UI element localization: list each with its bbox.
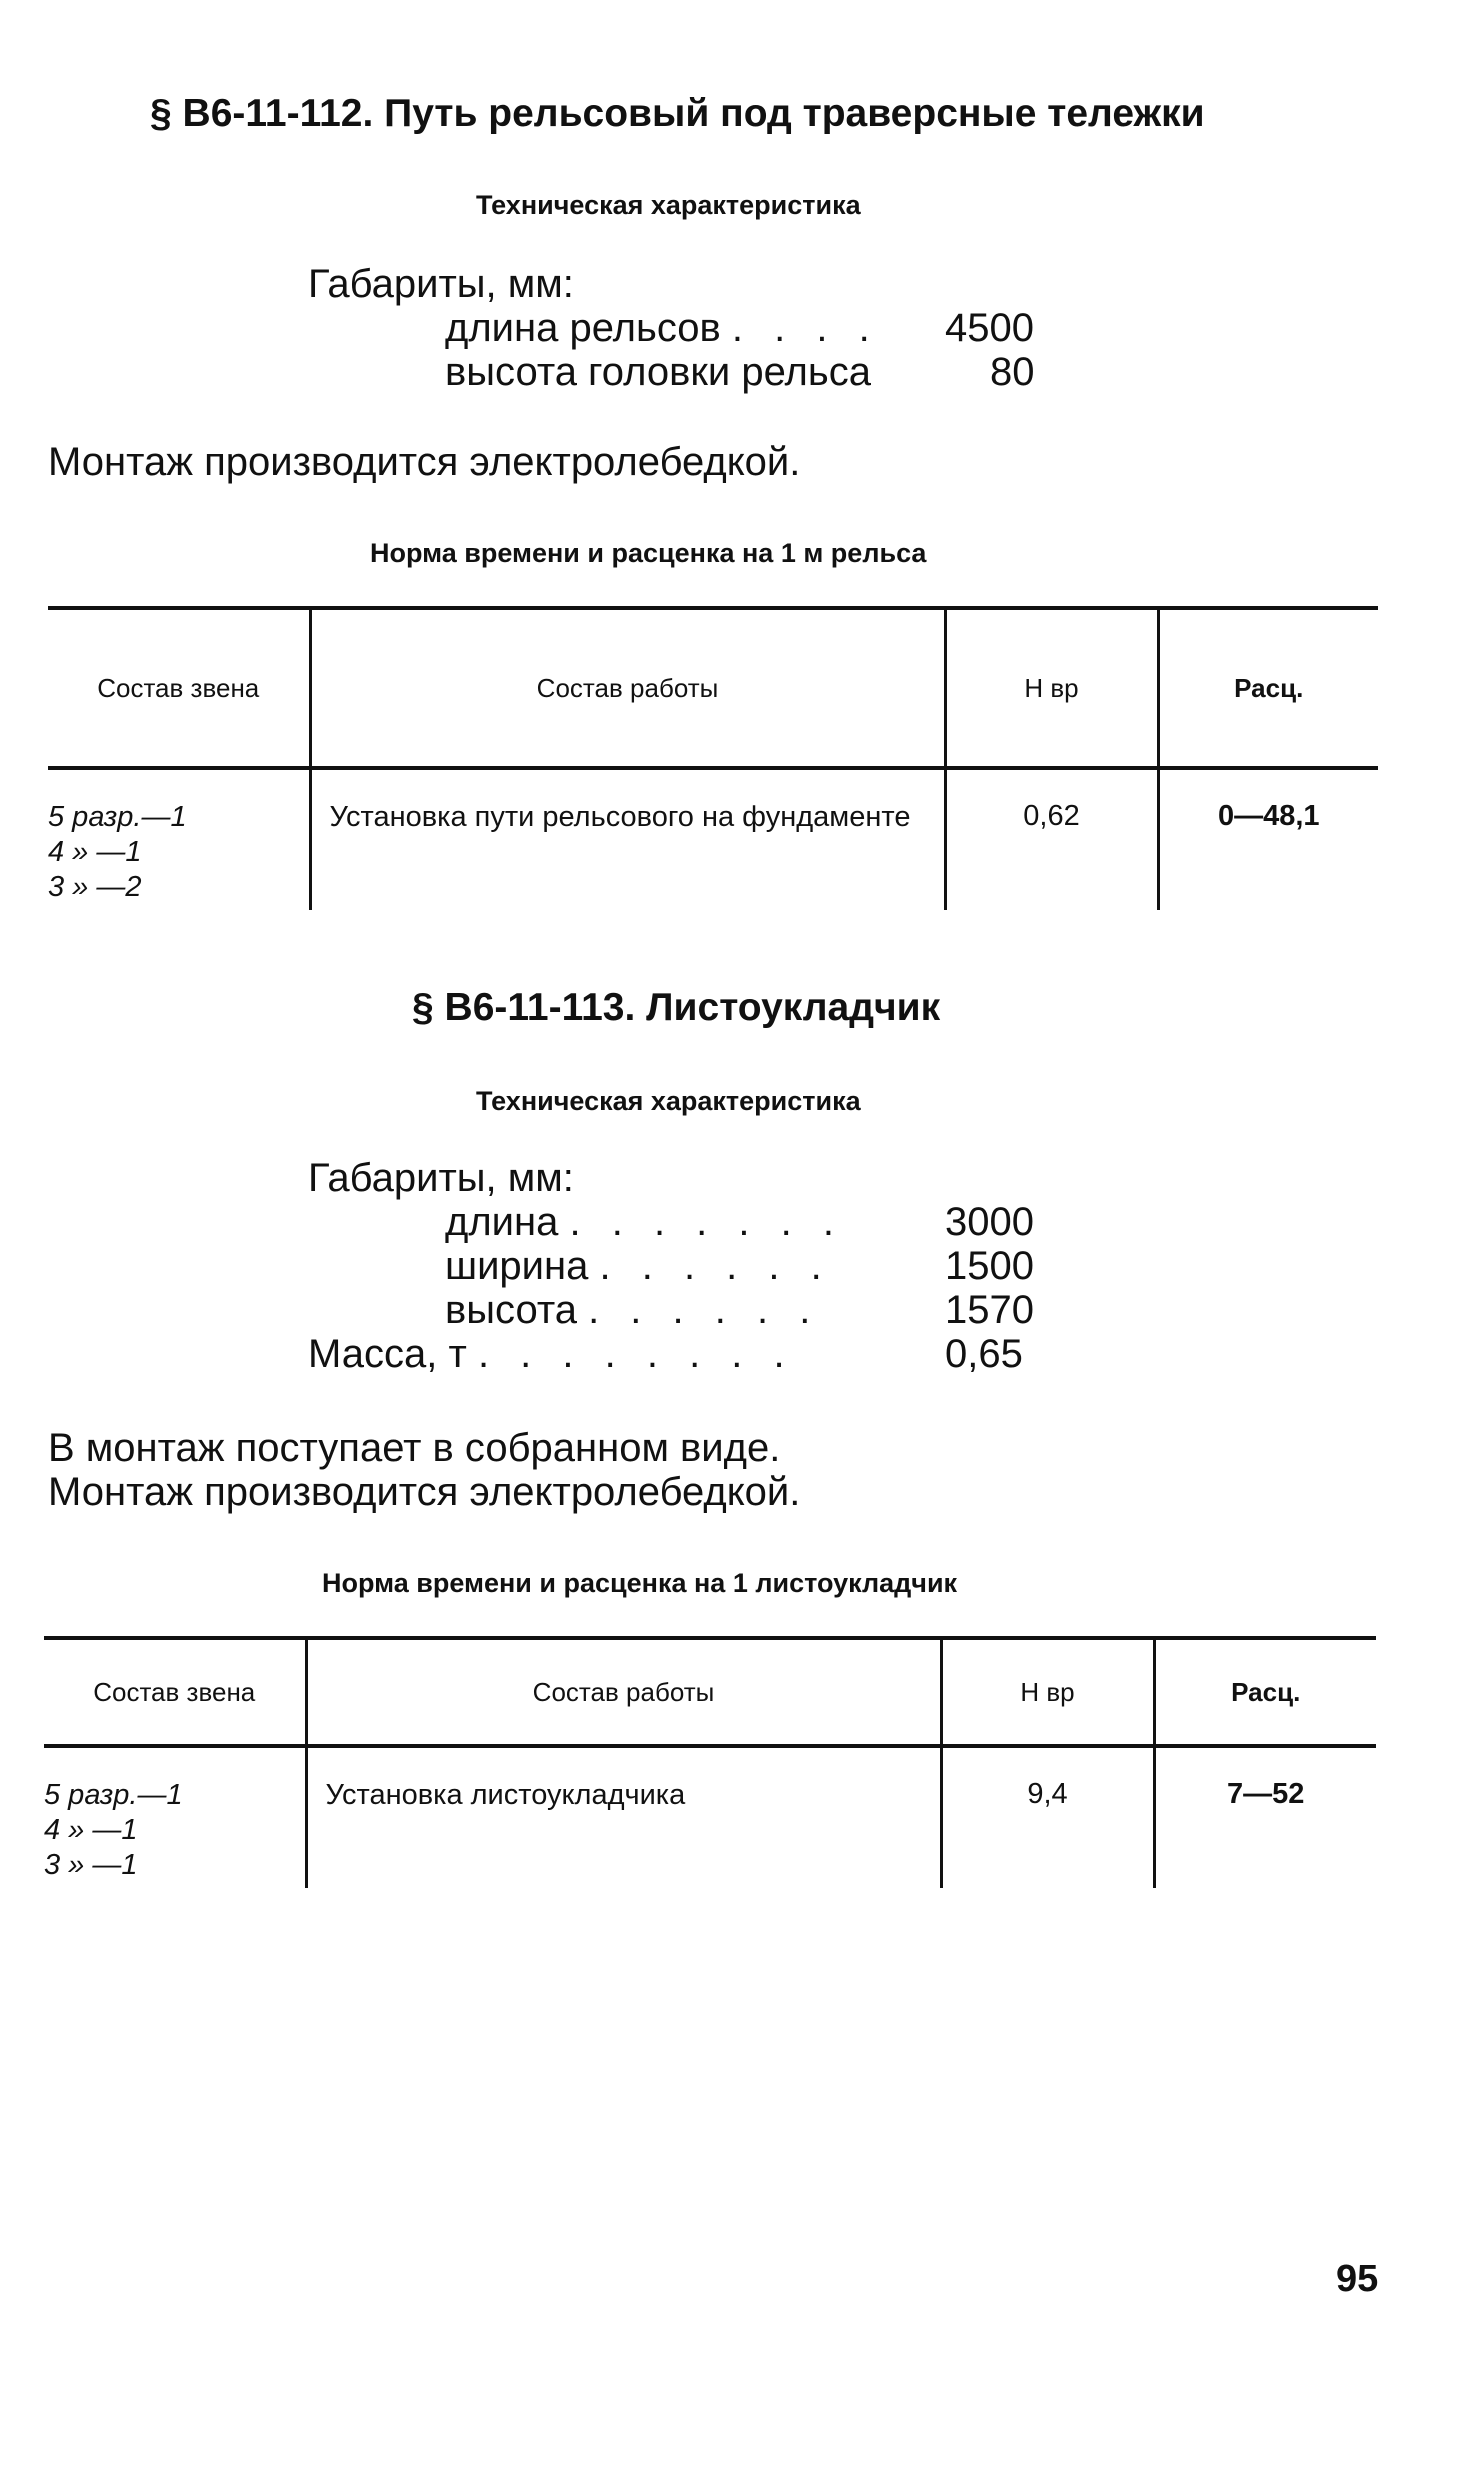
- rate-cell: 7—52: [1154, 1746, 1376, 1888]
- spec-dots: . . . . . .: [599, 1244, 832, 1288]
- header-rate: Расц.: [1154, 1638, 1376, 1746]
- norm-table: [48, 606, 1378, 910]
- spec-value: 1570: [945, 1288, 1034, 1332]
- spec-label: длина: [445, 1200, 559, 1244]
- spec-label: ширина: [445, 1244, 589, 1288]
- table-header-row: [44, 1638, 1376, 1746]
- tech-heading: Техническая характеристика: [476, 1086, 861, 1116]
- crew-line: 5 разр.—1: [48, 801, 187, 833]
- time-norm-cell: 9,4: [941, 1746, 1154, 1888]
- header-time-norm: Н вр: [945, 608, 1158, 768]
- norm-table: [44, 1636, 1376, 1888]
- spec-dots: . . . .: [731, 306, 880, 350]
- crew-line: 3 » —1: [44, 1849, 138, 1881]
- crew-line: 5 разр.—1: [44, 1779, 183, 1811]
- table-row: [48, 768, 1378, 910]
- table-row: [44, 1746, 1376, 1888]
- section-title: § В6-11-112. Путь рельсовый под траверсные тележки: [150, 92, 1205, 135]
- rate-cell: 0—48,1: [1158, 768, 1378, 910]
- spec-value: 80: [990, 350, 1035, 394]
- assembly-note: Монтаж производится электролебедкой.: [48, 440, 801, 484]
- spec-value: 1500: [945, 1244, 1034, 1288]
- work-cell: Установка пути рельсового на фундаменте: [310, 768, 945, 910]
- page-number: 95: [1336, 2258, 1379, 2300]
- header-crew: Состав звена: [44, 1638, 306, 1746]
- norm-heading: Норма времени и расценка на 1 листоукладчик: [322, 1568, 958, 1598]
- header-work: Состав работы: [310, 608, 945, 768]
- crew-line: 4 » —1: [44, 1814, 138, 1846]
- mass-value: 0,65: [945, 1332, 1023, 1376]
- spec-label: высота: [445, 1288, 577, 1332]
- spec-value: 4500: [945, 306, 1034, 350]
- header-work: Состав работы: [306, 1638, 941, 1746]
- spec-row: [445, 1244, 832, 1289]
- mass-row: [308, 1332, 795, 1377]
- crew-cell: [44, 1746, 306, 1888]
- header-time-norm: Н вр: [941, 1638, 1154, 1746]
- mass-dots: . . . . . . . .: [477, 1332, 795, 1376]
- header-crew: Состав звена: [48, 608, 310, 768]
- time-norm-cell: 0,62: [945, 768, 1158, 910]
- crew-line: 3 » —2: [48, 871, 142, 903]
- norm-heading: Норма времени и расценка на 1 м рельса: [370, 538, 927, 568]
- tech-heading: Техническая характеристика: [476, 190, 861, 220]
- spec-heading: Габариты, мм:: [308, 262, 574, 306]
- spec-row: [445, 1200, 844, 1245]
- table-header-row: [48, 608, 1378, 768]
- spec-label: длина рельсов: [445, 306, 721, 350]
- header-rate: Расц.: [1158, 608, 1378, 768]
- crew-cell: [48, 768, 310, 910]
- spec-label: высота головки рельса: [445, 350, 871, 394]
- section-title: § В6-11-113. Листоукладчик: [412, 986, 941, 1029]
- work-cell: Установка листоукладчика: [306, 1746, 941, 1888]
- delivery-note: В монтаж поступает в собранном виде.: [48, 1426, 781, 1470]
- spec-dots: . . . . . . .: [569, 1200, 844, 1244]
- spec-heading: Габариты, мм:: [308, 1156, 574, 1200]
- crew-line: 4 » —1: [48, 836, 142, 868]
- spec-value: 3000: [945, 1200, 1034, 1244]
- mass-label: Масса, т: [308, 1332, 467, 1376]
- spec-row: [445, 1288, 820, 1333]
- assembly-note: Монтаж производится электролебедкой.: [48, 1470, 801, 1514]
- spec-row: [445, 306, 880, 351]
- spec-dots: . . . . . .: [588, 1288, 821, 1332]
